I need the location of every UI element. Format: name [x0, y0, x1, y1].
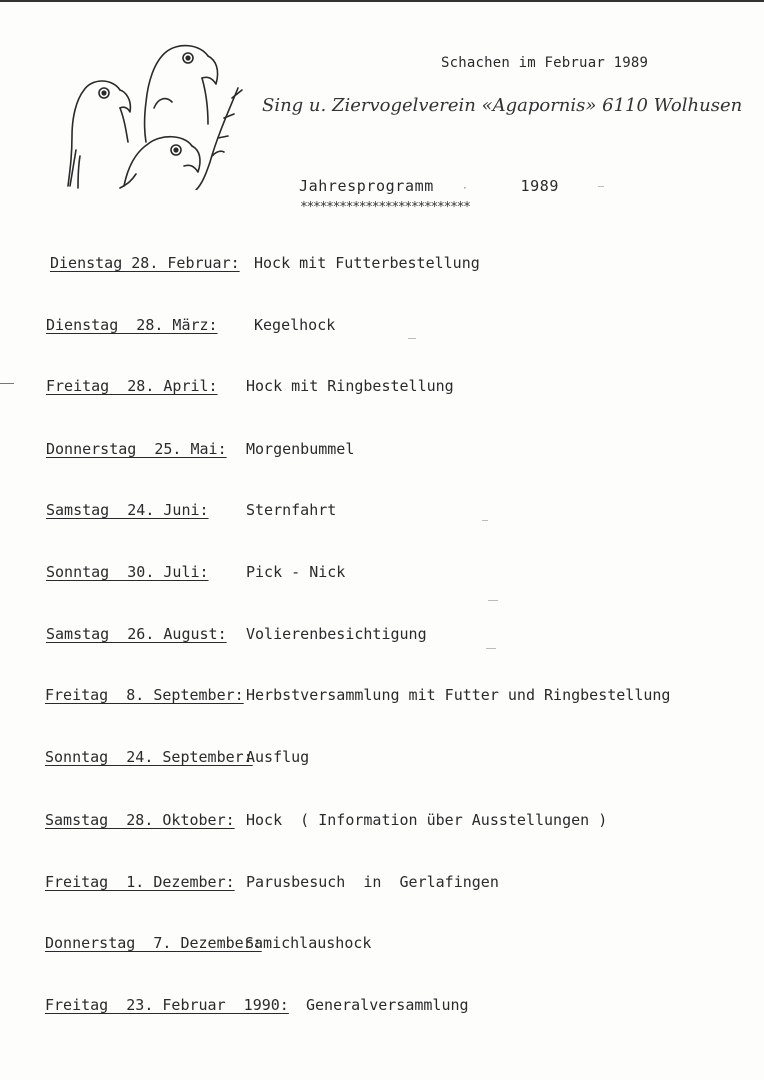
- program-year: 1989: [520, 177, 559, 195]
- scan-speck: [488, 600, 498, 601]
- event-date: Freitag 23. Februar 1990:: [45, 996, 289, 1014]
- event-description: Hock ( Information über Ausstellungen ): [246, 811, 608, 829]
- event-row: [0, 811, 764, 835]
- event-description: Herbstversammlung mit Futter und Ringbestellung: [246, 686, 671, 704]
- event-description: Parusbesuch in Gerlafingen: [246, 873, 499, 891]
- stars-divider: **************************: [300, 200, 470, 215]
- place-date: Schachen im Februar 1989: [441, 55, 649, 71]
- event-date: Sonntag 30. Juli:: [46, 563, 209, 581]
- event-row: [0, 563, 764, 587]
- scan-speck: [598, 186, 604, 187]
- event-row: [0, 748, 764, 772]
- program-title: [299, 177, 559, 195]
- event-date: Freitag 8. September:: [45, 686, 244, 704]
- parrots-logo: [62, 38, 252, 190]
- event-row: [0, 873, 764, 897]
- scan-speck: [408, 338, 416, 339]
- event-date: Dienstag 28. März:: [46, 316, 218, 334]
- event-description: Hock mit Ringbestellung: [246, 377, 454, 395]
- event-date: Samstag 24. Juni:: [46, 501, 209, 519]
- event-date: Donnerstag 25. Mai:: [46, 440, 227, 458]
- event-date: Samstag 26. August:: [46, 625, 227, 643]
- event-row: [0, 686, 764, 710]
- event-row: [0, 934, 764, 958]
- event-date: Freitag 1. Dezember:: [45, 873, 235, 891]
- event-description: Samichlaushock: [245, 934, 372, 952]
- event-row: [0, 316, 764, 340]
- event-description: Hock mit Futterbestellung: [254, 254, 480, 272]
- event-description: Sternfahrt: [246, 501, 337, 519]
- event-date: Freitag 28. April:: [46, 377, 218, 395]
- event-description: Morgenbummel: [246, 440, 355, 458]
- event-row: [0, 501, 764, 525]
- event-date: Samstag 28. Oktober:: [45, 811, 235, 829]
- program-label: Jahresprogramm: [299, 177, 434, 195]
- parrots-drawing-icon: [62, 38, 252, 190]
- event-description: Pick - Nick: [246, 563, 346, 581]
- scan-speck: [486, 648, 496, 649]
- event-date: Sonntag 24. September:: [45, 748, 253, 766]
- event-description: Volierenbesichtigung: [246, 625, 427, 643]
- club-name: Sing u. Ziervogelverein «Agapornis» 6110 Wolhusen: [262, 95, 743, 116]
- event-row: [0, 254, 764, 278]
- program-separator: ·: [461, 183, 469, 194]
- event-description: Generalversammlung: [306, 996, 469, 1014]
- scan-speck: [482, 520, 488, 521]
- event-date: Donnerstag 7. Dezember:: [45, 934, 262, 952]
- event-description: Ausflug: [246, 748, 310, 766]
- top-edge-line: [0, 0, 764, 2]
- event-row: [0, 440, 764, 464]
- event-date: Dienstag 28. Februar:: [50, 254, 240, 272]
- event-row: [0, 996, 764, 1020]
- event-row: [0, 377, 764, 401]
- event-description: Kegelhock: [254, 316, 336, 334]
- event-row: [0, 625, 764, 649]
